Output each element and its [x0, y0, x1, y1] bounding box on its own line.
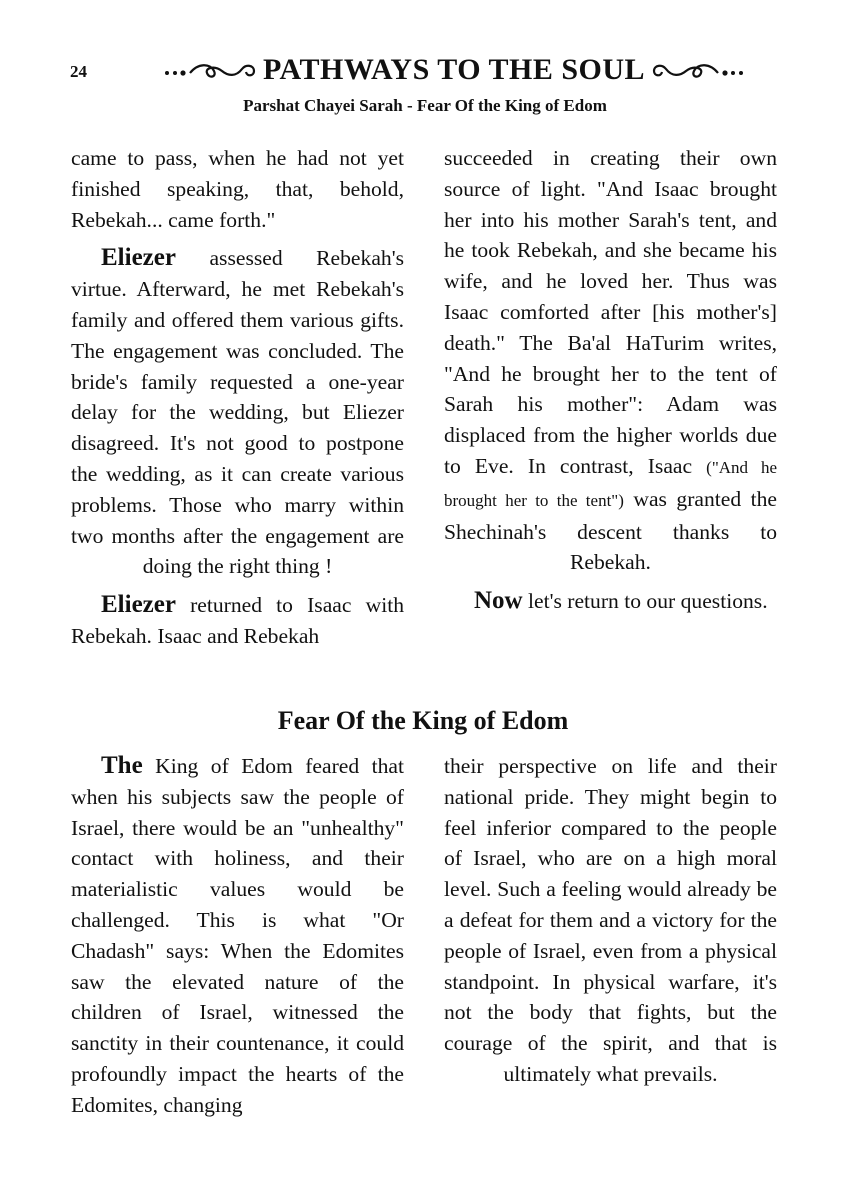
section-columns	[71, 751, 777, 1129]
book-title: PATHWAYS TO THE SOUL	[262, 53, 646, 86]
lead-word: Now	[474, 587, 523, 615]
paragraph: their perspective on life and their national pride. They might begin to feel inferior compared to the people of Israel, who are on a high moral level. Such a feeling would already be a defeat for them and a victory for the people of Israel, even from a physical standpoint. In physical warfare, it's not the body that fights, but the courage of the spirit, and that is ultimately what prevails.	[444, 754, 777, 1086]
lead-word: Eliezer	[101, 244, 176, 272]
paragraph	[444, 586, 777, 617]
page-number: 24	[70, 62, 87, 81]
paragraph-text: was granted the Shechinah's descent thanks to Rebekah.	[444, 486, 777, 575]
right-column	[444, 143, 777, 660]
title-banner	[128, 52, 780, 88]
paragraph-text: succeeded in creating their own source of light. "And Isaac brought her into his mother Sarah's tent, and he took Rebekah, and she became his wife, and he loved her. Thus was Isaac comforted after [his mother's] death." The Ba'al HaTurim writes, "And he brought her to the tent of Sarah his mother": Adam was displaced from the higher worlds due to Eve. In contrast, Isaac	[444, 146, 777, 478]
paragraph	[71, 590, 404, 652]
paragraph-text: King of Edom feared that when his subjects saw the people of Israel, there would be an "unhealthy" contact with holiness, and their materialistic values would be challenged. This is what "Or Chadash" says: When the Edomites saw the elevated nature of the children of Israel, witnessed the sanctity in their countenance, it could profoundly impact the hearts of the Edomites, changing	[71, 754, 404, 1117]
paragraph	[71, 751, 404, 1121]
page-header	[70, 52, 780, 88]
left-column	[71, 751, 404, 1129]
paragraph: came to pass, when he had not yet finished speaking, that, behold, Rebekah... came forth."	[71, 146, 404, 232]
small-quote: ("And he brought her to the tent")	[444, 457, 777, 510]
right-ornament-icon	[651, 59, 746, 81]
lead-word: Eliezer	[101, 591, 176, 619]
right-column	[444, 751, 777, 1129]
paragraph	[71, 243, 404, 582]
lead-word: The	[101, 752, 143, 779]
paragraph	[444, 143, 777, 578]
top-columns	[71, 143, 777, 660]
section-heading: Fear Of the King of Edom	[277, 706, 569, 735]
paragraph-text: let's return to our questions.	[522, 589, 768, 614]
paragraph-text: assessed Rebekah's virtue. Afterward, he met Rebekah's family and offered them various gifts. The engagement was concluded. The bride's family requested a one-year delay for the wedding, but Eliezer disagreed. It's not good to postpone the wedding, as it can create various problems. Those who marry within two months after the engagement are doing the right thing !	[71, 246, 404, 579]
paragraph-text: returned to Isaac with Rebekah. Isaac and Rebekah	[71, 593, 404, 648]
left-column	[71, 143, 404, 660]
left-ornament-icon	[162, 59, 257, 81]
chapter-subtitle: Parshat Chayei Sarah - Fear Of the King of Edom	[243, 96, 607, 115]
